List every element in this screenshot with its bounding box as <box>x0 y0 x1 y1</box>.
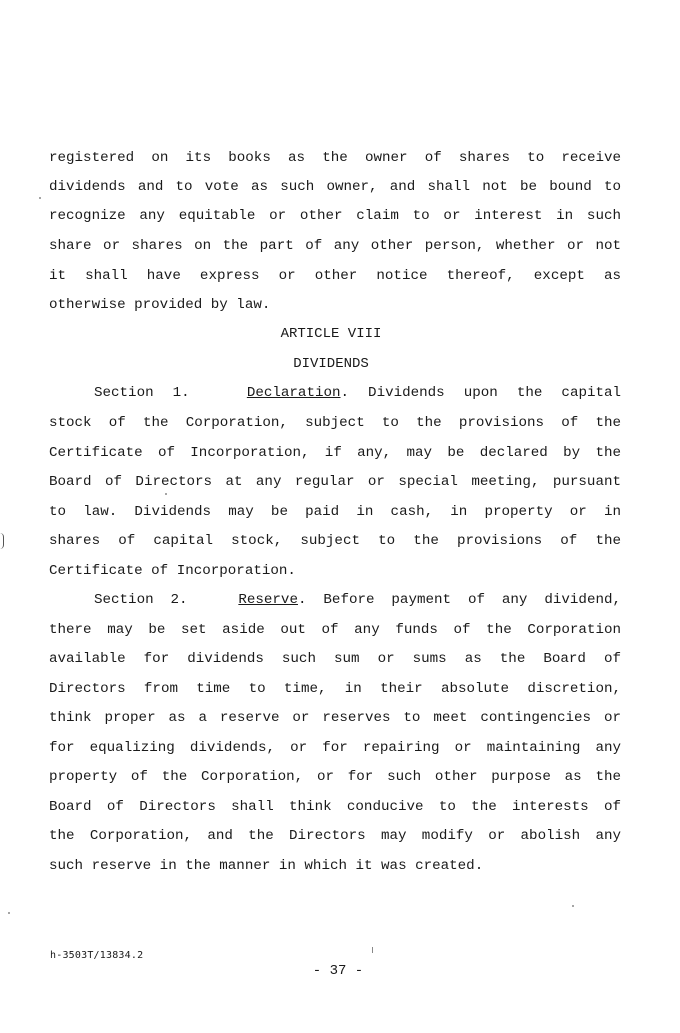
paragraph-line: Board of Directors at any regular or special meeting, pursuant <box>49 474 621 490</box>
article-title <box>0 325 680 343</box>
paragraph-line: recognize any equitable or other claim to or interest in such <box>49 208 621 224</box>
page-number-text: - 37 - <box>312 963 364 979</box>
scan-speck <box>372 947 373 953</box>
paragraph-line: Board of Directors shall think conducive to the interests of <box>49 799 621 815</box>
paragraph-line: share or shares on the part of any other person, whether or not <box>49 238 621 254</box>
article-title-text: ARTICLE VIII <box>280 326 382 342</box>
article-subtitle-text: DIVIDENDS <box>293 356 369 372</box>
scan-speck <box>8 912 10 914</box>
paragraph-line: available for dividends such sum or sums as the Board of <box>49 651 621 667</box>
paragraph-line: it shall have express or other notice thereof, except as <box>49 268 621 284</box>
section-2-heading: Reserve <box>238 592 298 608</box>
paragraph-line: for equalizing dividends, or for repairing or maintaining any <box>49 740 621 756</box>
paragraph-line: such reserve in the manner in which it was created. <box>49 858 484 874</box>
paragraph-line: dividends and to vote as such owner, and shall not be bound to <box>49 179 621 195</box>
section-2-first-line <box>94 591 621 609</box>
paragraph-line: Directors from time to time, in their absolute discretion, <box>49 681 621 697</box>
page-number <box>0 962 680 980</box>
section-1-first-line-rest: . Dividends upon the capital <box>340 385 622 401</box>
article-subtitle <box>0 355 680 373</box>
paragraph-line: stock of the Corporation, subject to the provisions of the <box>49 415 621 431</box>
paragraph-line: property of the Corporation, or for such other purpose as the <box>49 769 621 785</box>
paragraph-line: otherwise provided by law. <box>49 297 271 313</box>
scan-edge-mark <box>0 533 4 549</box>
section-2-prefix: Section 2. <box>94 592 188 608</box>
section-1-prefix: Section 1. <box>94 385 190 401</box>
paragraph-line: Certificate of Incorporation, if any, may be declared by the <box>49 445 621 461</box>
paragraph-line: registered on its books as the owner of shares to receive <box>49 150 621 166</box>
section-2-first-line-rest: . Before payment of any dividend, <box>297 592 622 608</box>
paragraph-line: think proper as a reserve or reserves to meet contingencies or <box>49 710 621 726</box>
scan-speck <box>572 905 574 907</box>
paragraph-line: shares of capital stock, subject to the provisions of the <box>49 533 621 549</box>
paragraph-line: Certificate of Incorporation. <box>49 563 296 579</box>
document-id-footer: h-3503T/13834.2 <box>50 950 144 961</box>
scan-speck <box>165 493 167 495</box>
paragraph-line: to law. Dividends may be paid in cash, in property or in <box>49 504 621 520</box>
paragraph-line: there may be set aside out of any funds of the Corporation <box>49 622 621 638</box>
scan-speck <box>39 197 41 199</box>
paragraph-line: the Corporation, and the Directors may modify or abolish any <box>49 828 621 844</box>
section-1-heading: Declaration <box>246 385 341 401</box>
section-1-first-line <box>94 384 621 402</box>
